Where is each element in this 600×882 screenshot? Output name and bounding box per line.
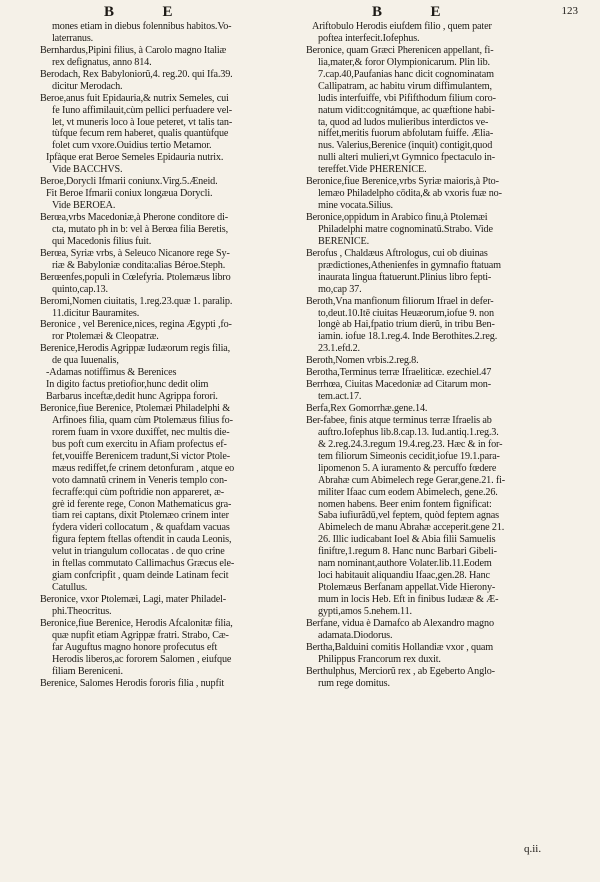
text-line: Berodach, Rex Babyloniorũ,4. reg.20. qui Ifa.39. <box>40 68 233 80</box>
text-line: 23.1.efd.2. <box>318 343 360 355</box>
text-line: Berœa, Syriæ vrbs, à Seleuco Nicanore rege Sy- <box>40 247 230 259</box>
text-line: nus. Valerius,Berenice (inquit) contigit,quod <box>318 140 493 152</box>
text-line: de qua Iuuenalis, <box>52 355 119 367</box>
text-line: Berotha,Terminus terræ Ifraeliticæ. ezechiel.47 <box>306 367 492 379</box>
text-line: Abimelech de manu Abrahæ acceperit.gene 21. <box>318 522 505 534</box>
text-line: tereffet.Vide PHERENICE. <box>318 164 427 176</box>
text-line: Callipatram, ac habitu virum diffimulantem, <box>318 80 492 92</box>
text-line: Berthulphus, Merciorũ rex , ab Egeberto Anglo- <box>306 665 495 677</box>
text-line: Berofus , Chaldæus Aftrologus, cui ob diuinas <box>306 247 488 259</box>
text-line: Beroth,Vna manfionum filiorum Ifrael in defer- <box>306 295 494 307</box>
text-line: Berrhœa, Ciuitas Macedoniæ ad Citarum mon- <box>306 379 491 391</box>
text-line: Philadelphi matre cognominatũ.Strabo. Vide <box>318 223 493 235</box>
text-line: mine vocata.Silius. <box>318 200 393 212</box>
text-line: prædictiones,Athenienfes in gymnafio ftatuam <box>318 259 501 271</box>
text-line: -Adamas notiffimus & Berenices <box>46 367 177 379</box>
text-line: Berœenfes,populi in Cœlefyria. Ptolemæus libro <box>40 271 231 283</box>
text-line: fe Iuno affimilauit,cùm pellici perfuadere vel- <box>52 104 233 116</box>
text-line: Herodis liberos,ac fororem Salomen , eiufque <box>52 653 232 665</box>
text-line: loci habitauit aliquandiu Ifaac,gen.28. Hanc <box>318 570 490 582</box>
text-line: & 2.reg.24.3.regum 19.4.reg.23. Hæc & in for- <box>318 438 503 450</box>
text-line: 26. Illic iudicabant Ioel & Abia filii Samuelis <box>318 534 496 546</box>
text-line: natum vidit:cognitámque, ac quæftione habi- <box>318 104 495 116</box>
text-line: Beroth,Nomen vrbis.2.reg.8. <box>306 355 419 367</box>
text-line: Bernhardus,Pipini filius, à Carolo magno Italiæ <box>40 44 227 56</box>
text-line: nam nominant,authore Volater.lib.11.Eodem <box>318 558 492 570</box>
text-line: Ipfàque erat Beroe Semeles Epidauria nutrix. <box>46 152 224 164</box>
text-line: nomen habens. Beer enim fontem fignificat: <box>318 498 492 510</box>
header-letters-right: B E <box>372 4 442 20</box>
text-line: Beronice , vel Berenice,nices, regina Ægypti ,fo- <box>40 319 232 331</box>
text-line: Abrahæ cum Abimelech rege Gerar,gene.21. fi- <box>318 474 506 486</box>
text-line: Berœa,vrbs Macedoniæ,à Pherone conditore di- <box>40 212 229 223</box>
text-line: fydera videri collocatum , & quafdam vacuas <box>52 522 230 534</box>
text-line: fet,vouiffe Berenicem tradunt,Si victor Ptole- <box>52 450 230 462</box>
page-number: 123 <box>561 5 578 17</box>
text-line: Fit Beroe Ifmarii coniux longæua Dorycli. <box>46 188 213 200</box>
text-line: Beronice,fiue Berenice, Herodis Afcalonitæ filia, <box>40 617 233 629</box>
text-line: tem.act.17. <box>318 391 362 403</box>
text-line: Barbarus inceftæ,dedit hunc Agrippa forori. <box>46 391 218 403</box>
text-line: rorem fuam in vxore duxiffet, nec multis die- <box>52 426 230 438</box>
header-letters-left: B E <box>104 4 174 20</box>
text-line: iamin. iofue 18.1.reg.4. Inde Berothites.2.reg. <box>318 331 498 343</box>
text-line: Philippus Francorum rex duxit. <box>318 653 441 665</box>
running-header <box>0 0 600 22</box>
text-line: bus poft cum exercitu in Afiam profectus ef- <box>52 438 227 450</box>
text-line: nulli alteri mulieri,vt Gymnico fpectaculo in- <box>318 152 495 164</box>
text-line: Bertha,Balduini comitis Hollandiæ vxor , quam <box>306 641 494 653</box>
text-line: Beroe,anus fuit Epidauria,& nutrix Semeles, cui <box>40 92 229 104</box>
text-line: Beronice,oppidum in Arabico finu,à Ptolemæi <box>306 212 488 223</box>
text-line: Berenice,Herodis Agrippæ Iudæorum regis filia, <box>40 343 231 355</box>
text-line: tùfque fecum rem haberet, qualis quantùfque <box>52 128 229 140</box>
text-line: qui Macedonis filius fuit. <box>52 235 152 247</box>
text-line: cta, mutato ph in b: vel à Berœa filia Beretis, <box>52 223 228 235</box>
text-line: ta, quod ad ludos mulieribus interdictos ve- <box>318 116 489 128</box>
text-line: Beronice,fiue Berenice,vrbs Syriæ maioris,à Pto- <box>306 176 499 188</box>
text-line: velut in triangulum collocatas . de quo crine <box>52 546 225 558</box>
text-line: Ptolemæus Berfanam appellat.Vide Hierony- <box>318 582 496 594</box>
text-line: lemæo Philadelpho cōdita,& ab vxoris fuæ no- <box>318 188 502 200</box>
text-line: tiam rei captans, dixit Ptolemæo crinem inter <box>52 510 229 522</box>
text-line: Beronice, vxor Ptolemæi, Lagi, mater Philadel- <box>40 594 227 605</box>
text-line: grè id ferente rege, Conon Mathematicus gra- <box>52 498 232 510</box>
text-line: rex defignatus, anno 814. <box>52 56 152 68</box>
text-line: inaurata lingua ftatuerunt.Plinius libro fepti- <box>318 271 492 283</box>
text-line: adamata.Diodorus. <box>318 629 393 641</box>
text-line: mum in locis Heb. Eft in finibus Iudææ & Æ- <box>318 594 499 605</box>
text-line: Vide BACCHVS. <box>52 164 123 176</box>
text-line: quinto,cap.13. <box>52 283 108 295</box>
text-line: militer Ifaac cum eodem Abimelech, gene.26. <box>318 486 498 498</box>
text-line: Saba iufiurãdū,vel feptem, quòd feptem agnas <box>318 510 499 522</box>
text-line: phi.Theocritus. <box>52 605 112 617</box>
text-line: poftea interfecit.Iofephus. <box>318 32 420 44</box>
text-line: Ariftobulo Herodis eiufdem filio , quem pater <box>312 21 492 32</box>
text-line: lia,mater,& foror Olympionicarum. Plin lib. <box>318 56 490 68</box>
text-line: Vide BEROEA. <box>52 200 116 212</box>
text-line: in ftellas commutato Callimachus Græcus ele- <box>52 558 235 570</box>
text-line: Beronice,fiue Berenice, Ptolemæi Philadelphi & <box>40 403 231 414</box>
text-line: BERENICE. <box>318 235 370 247</box>
text-line: mo,cap 37. <box>318 283 362 295</box>
text-line: filiam Bereniceni. <box>52 665 123 677</box>
text-line: niffet,meritis fuorum abfolutam fuiffe. Ælia- <box>318 128 494 140</box>
text-line: figura feptem ftellas oftendit in cauda Leonis, <box>52 534 232 546</box>
text-line: lipomenon 5. A iuramento & percuffo fœdere <box>318 462 497 474</box>
text-line: Berfane, vidua è Damafco ab Alexandro magno <box>306 617 494 629</box>
text-line: giam confcripfit , quam deinde Latinam fecit <box>52 570 229 582</box>
text-line: voto damnatũ crinem in Veneris templo con- <box>52 474 228 486</box>
signature-mark: q.ii. <box>524 843 542 855</box>
text-line: finiftre,1.regum 8. Hanc nunc Barbari Gibeli- <box>318 546 497 558</box>
text-line: 7.cap.40,Paufanias hanc dicit cognominatam <box>318 68 494 80</box>
text-line: mones etiam in diebus folennibus habitos.Vo- <box>52 21 232 32</box>
text-line: Beroe,Dorycli Ifmarii coniunx.Virg.5.Æneid. <box>40 176 218 188</box>
text-line: Beronice, quam Græci Pherenicen appellant, fi- <box>306 44 494 56</box>
text-line: mæus rediffet,fe crinem detonfuram , atque eo <box>52 462 235 474</box>
text-line: tem filiorum Simeonis cecidit,iofue 19.1.para- <box>318 450 500 462</box>
left-column <box>40 21 306 690</box>
text-line: Berfa,Rex Gomorrhæ.gene.14. <box>306 403 428 414</box>
text-line: far Auguftus magno honore profecutus eft <box>52 641 218 653</box>
text-line: dicitur Merodach. <box>52 80 123 92</box>
text-line: folet cum vxore.Ouidius tertio Metamor. <box>52 140 212 152</box>
text-line: riæ & Babyloniæ condita:alias Béroe.Steph. <box>52 259 226 271</box>
text-line: In digito factus pretiofior,hunc dedit olim <box>46 379 209 391</box>
text-line: Berenice, Salomes Herodis fororis filia , nupfit <box>40 677 225 689</box>
right-column <box>306 21 572 690</box>
text-line: longè ab Hai,fpatio trium dierũ, in tribu Ben- <box>318 319 495 331</box>
text-line: Beromi,Nomen ciuitatis, 1.reg.23.quæ 1. paralip. <box>40 295 233 307</box>
text-line: let, vt muneris loco à Ioue peteret, vt talis tan- <box>52 116 233 128</box>
text-line: gypti,amos 5.nehem.11. <box>318 605 412 617</box>
text-line: laterranus. <box>52 32 94 44</box>
text-line: ror Ptolemæi & Cleopatræ. <box>52 331 159 343</box>
text-line: Arfinoes filia, quam cùm Ptolemæus filius fo- <box>52 414 233 426</box>
text-line: Catullus. <box>52 582 88 594</box>
text-line: quæ nupfit etiam Agrippæ fratri. Strabo, Cæ- <box>52 629 229 641</box>
text-line: 11.dicitur Bauramites. <box>52 307 140 319</box>
text-line: to,deut.10.Itē ciuitas Heuæorum,iofue 9. non <box>318 307 494 319</box>
text-line: Ber-fabee, finis atque terminus terræ Ifraelis ab <box>306 414 492 426</box>
text-line: auftro.Iofephus lib.8.cap.13. Iud.antiq.1.reg.3. <box>318 426 499 438</box>
text-line: fecraffe:qui cùm poftridie non appareret, æ- <box>52 486 224 498</box>
text-line: ludis interfuiffe, vbi Pififthodum filium coro- <box>318 92 496 104</box>
text-line: rum rege domitus. <box>318 677 390 689</box>
